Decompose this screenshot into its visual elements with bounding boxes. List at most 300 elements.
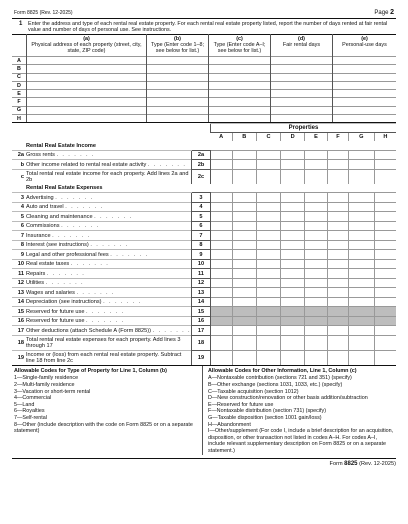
property-row: [12, 81, 396, 89]
amount-cell[interactable]: [210, 193, 232, 203]
properties-header-row: [12, 124, 396, 133]
info-code-cell[interactable]: [209, 90, 271, 98]
amount-cell: [374, 307, 396, 317]
amount-cell[interactable]: [327, 326, 348, 336]
amount-cell[interactable]: [305, 231, 328, 241]
amount-cell[interactable]: [327, 221, 348, 231]
amount-cell: [210, 316, 232, 326]
amount-cell[interactable]: [327, 278, 348, 288]
line-number: 15: [12, 307, 26, 317]
amount-cell[interactable]: [349, 150, 375, 160]
amount-cell[interactable]: [281, 150, 305, 160]
other-info-code: A—Nontaxable contribution (sections 721 and 351) (specify): [208, 375, 352, 382]
amount-cell[interactable]: [256, 150, 280, 160]
form-line-row: [12, 259, 396, 269]
amount-cell[interactable]: [256, 288, 280, 298]
line-box-label: 18: [191, 335, 210, 350]
amount-cell[interactable]: [256, 335, 280, 350]
type-code-cell[interactable]: [147, 57, 209, 65]
address-cell[interactable]: [27, 90, 147, 98]
line-box-label: 17: [191, 326, 210, 336]
amount-cell[interactable]: [256, 240, 280, 250]
property-type-code: 4—Commercial: [14, 395, 52, 402]
amount-cell: [349, 307, 375, 317]
info-code-cell[interactable]: [209, 81, 271, 89]
type-code-cell[interactable]: [147, 90, 209, 98]
amount-cell[interactable]: [374, 278, 396, 288]
form-line-row: [12, 350, 396, 365]
form-line-row: [12, 288, 396, 298]
amount-cell[interactable]: [210, 212, 232, 222]
other-info-code: B—Other exchange (sections 1031, 1033, etc.) (specify): [208, 382, 343, 389]
amount-cell[interactable]: [210, 150, 232, 160]
amount-cell[interactable]: [210, 221, 232, 231]
property-type-code: 8—Other (include description with the code on Form 8825 or on a separate statement): [14, 421, 193, 435]
amount-cell[interactable]: [256, 221, 280, 231]
amount-cell[interactable]: [327, 335, 348, 350]
row-letter: H: [12, 115, 27, 123]
amount-cell[interactable]: [256, 250, 280, 260]
amount-cell: [256, 316, 280, 326]
property-column-header: H: [374, 133, 396, 142]
info-code-cell[interactable]: [209, 106, 271, 114]
amount-cell[interactable]: [210, 259, 232, 269]
fair-rental-days-cell[interactable]: [271, 106, 333, 114]
personal-use-days-cell[interactable]: [333, 98, 397, 106]
fair-rental-days-cell[interactable]: [271, 90, 333, 98]
amount-cell[interactable]: [210, 269, 232, 279]
property-address-table: [12, 34, 396, 122]
amount-cell[interactable]: [232, 212, 256, 222]
amount-cell[interactable]: [232, 326, 256, 336]
line-box-label: 3: [191, 193, 210, 203]
property-row: [12, 90, 396, 98]
line-box-label: 19: [191, 350, 210, 365]
amount-cell[interactable]: [256, 231, 280, 241]
form-line-row: [12, 250, 396, 260]
amount-cell[interactable]: [349, 169, 375, 184]
line-box-label: 15: [191, 307, 210, 317]
personal-use-days-cell[interactable]: [333, 90, 397, 98]
line-number: 4: [12, 202, 26, 212]
amount-cell[interactable]: [305, 350, 328, 365]
property-type-code: 1—Single-family residence: [14, 375, 79, 382]
line-description: Income or (loss) from each rental real estate property. Subtract line 18 from line 2c: [26, 350, 191, 365]
property-column-header: B: [232, 133, 256, 142]
line-box-label: 10: [191, 259, 210, 269]
property-column-header: G: [349, 133, 375, 142]
amount-cell: [281, 316, 305, 326]
amount-cell[interactable]: [281, 335, 305, 350]
amount-cell[interactable]: [305, 160, 328, 170]
address-cell[interactable]: [27, 73, 147, 81]
amount-cell[interactable]: [374, 160, 396, 170]
amount-cell[interactable]: [374, 326, 396, 336]
type-code-cell[interactable]: [147, 73, 209, 81]
form-line-row: [12, 160, 396, 170]
amount-cell[interactable]: [374, 169, 396, 184]
address-cell[interactable]: [27, 106, 147, 114]
amount-cell[interactable]: [232, 269, 256, 279]
line-number: 6: [12, 221, 26, 231]
amount-cell[interactable]: [210, 169, 232, 184]
amount-cell[interactable]: [349, 193, 375, 203]
row-letter: D: [12, 81, 27, 89]
amount-cell[interactable]: [374, 221, 396, 231]
amount-cell[interactable]: [349, 297, 375, 307]
amount-cell[interactable]: [327, 259, 348, 269]
amount-cell[interactable]: [327, 169, 348, 184]
amount-cell[interactable]: [327, 160, 348, 170]
amount-cell[interactable]: [349, 231, 375, 241]
info-code-cell[interactable]: [209, 98, 271, 106]
property-row: [12, 115, 396, 123]
type-code-cell[interactable]: [147, 98, 209, 106]
line-number: 13: [12, 288, 26, 298]
amount-cell[interactable]: [349, 350, 375, 365]
other-info-codes-title: Allowable Codes for Other Information, Line 1, Column (c): [208, 367, 357, 374]
amount-cell[interactable]: [210, 240, 232, 250]
line-description: Other deductions (attach Schedule A (Form 8825)) . . . . . . .: [26, 327, 191, 334]
line-description: Reserved for future use . . . . . . .: [26, 307, 191, 317]
fair-rental-days-cell[interactable]: [271, 98, 333, 106]
row-letter: A: [12, 57, 27, 65]
line-box-label: 5: [191, 212, 210, 222]
line-number: 14: [12, 297, 26, 307]
line-box-label: 6: [191, 221, 210, 231]
line-box-label: 8: [191, 240, 210, 250]
fair-rental-days-cell[interactable]: [271, 65, 333, 73]
amount-cell[interactable]: [305, 193, 328, 203]
address-cell[interactable]: [27, 81, 147, 89]
personal-use-days-cell[interactable]: [333, 106, 397, 114]
form-line-row: [12, 269, 396, 279]
type-code-cell[interactable]: [147, 115, 209, 123]
line-description: Auto and travel . . . . . . .: [26, 202, 191, 212]
row-letter: B: [12, 65, 27, 73]
amount-cell[interactable]: [281, 288, 305, 298]
form-line-row: [12, 335, 396, 350]
form-line-row: [12, 202, 396, 212]
form-line-row: [12, 316, 396, 326]
amount-cell[interactable]: [327, 231, 348, 241]
row-letter: G: [12, 106, 27, 114]
property-columns-row: [12, 133, 396, 142]
amount-cell[interactable]: [210, 231, 232, 241]
amount-cell[interactable]: [256, 350, 280, 365]
line-description: Advertising . . . . . . .: [26, 193, 191, 203]
amount-cell[interactable]: [232, 278, 256, 288]
property-type-code: 7—Self-rental: [14, 415, 47, 422]
amount-cell[interactable]: [232, 231, 256, 241]
amount-cell[interactable]: [374, 193, 396, 203]
page-number-label: Page 2: [374, 9, 394, 16]
amount-cell[interactable]: [349, 160, 375, 170]
other-info-code: I—Other/supplement (For code I, include a brief description for an acquisition, disposition, or other transaction not listed in codes A–H. For codes A–I, include relevant supplementary description on Form 8825 or on a separate statement.): [208, 428, 394, 454]
address-cell[interactable]: [27, 98, 147, 106]
amount-cell[interactable]: [374, 335, 396, 350]
line-box-label: 12: [191, 278, 210, 288]
line-number: 16: [12, 316, 26, 326]
line-box-label: 16: [191, 316, 210, 326]
amount-cell[interactable]: [305, 259, 328, 269]
line-number: 10: [12, 259, 26, 269]
amount-cell[interactable]: [256, 278, 280, 288]
amount-cell[interactable]: [305, 269, 328, 279]
property-row: [12, 65, 396, 73]
amount-cell[interactable]: [374, 259, 396, 269]
personal-use-days-cell[interactable]: [333, 65, 397, 73]
amount-cell[interactable]: [305, 150, 328, 160]
amount-cell[interactable]: [256, 259, 280, 269]
personal-use-days-cell[interactable]: [333, 115, 397, 123]
amount-cell[interactable]: [349, 202, 375, 212]
info-code-cell[interactable]: [209, 73, 271, 81]
amount-cell[interactable]: [281, 326, 305, 336]
amount-cell[interactable]: [232, 193, 256, 203]
amount-cell[interactable]: [327, 350, 348, 365]
amount-cell[interactable]: [232, 150, 256, 160]
line-description: Total rental real estate expenses for each property. Add lines 3 through 17: [26, 335, 191, 350]
line-number: 5: [12, 212, 26, 222]
amount-cell[interactable]: [232, 169, 256, 184]
amount-cell[interactable]: [281, 160, 305, 170]
amount-cell[interactable]: [349, 335, 375, 350]
amount-cell[interactable]: [305, 335, 328, 350]
amount-cell[interactable]: [349, 278, 375, 288]
line-number: b: [12, 160, 26, 170]
address-cell[interactable]: [27, 57, 147, 65]
line-description: Cleaning and maintenance . . . . . . .: [26, 212, 191, 222]
amount-cell[interactable]: [256, 169, 280, 184]
info-code-cell[interactable]: [209, 57, 271, 65]
line-box-label: 9: [191, 250, 210, 260]
amount-cell[interactable]: [305, 250, 328, 260]
amount-cell[interactable]: [281, 350, 305, 365]
property-type-codes-title: Allowable Codes for Type of Property for Line 1, Column (b): [14, 367, 167, 374]
fair-rental-days-cell[interactable]: [271, 81, 333, 89]
other-info-code: H—Abandonment: [208, 421, 251, 428]
amount-cell[interactable]: [305, 221, 328, 231]
other-info-codes: [203, 366, 396, 455]
amount-cell[interactable]: [349, 288, 375, 298]
amount-cell[interactable]: [327, 193, 348, 203]
amount-cell[interactable]: [281, 269, 305, 279]
amount-cell[interactable]: [281, 212, 305, 222]
amount-cell[interactable]: [349, 250, 375, 260]
amount-cell[interactable]: [281, 250, 305, 260]
amount-cell[interactable]: [232, 288, 256, 298]
line-number: 8: [12, 240, 26, 250]
property-column-header: A: [210, 133, 232, 142]
line-description: Total rental real estate income for each property. Add lines 2a and 2b: [26, 169, 191, 184]
amount-cell[interactable]: [374, 288, 396, 298]
properties-table: [12, 123, 396, 365]
form-line-row: [12, 212, 396, 222]
personal-use-days-cell[interactable]: [333, 73, 397, 81]
amount-cell[interactable]: [327, 297, 348, 307]
amount-cell[interactable]: [374, 150, 396, 160]
amount-cell[interactable]: [232, 335, 256, 350]
personal-use-days-cell[interactable]: [333, 57, 397, 65]
amount-cell[interactable]: [305, 278, 328, 288]
line-number: 19: [12, 350, 26, 365]
amount-cell[interactable]: [256, 326, 280, 336]
amount-cell[interactable]: [232, 250, 256, 260]
line-number: 12: [12, 278, 26, 288]
property-column-header: D: [281, 133, 305, 142]
amount-cell[interactable]: [327, 212, 348, 222]
line-description: Commissions . . . . . . .: [26, 221, 191, 231]
amount-cell[interactable]: [305, 240, 328, 250]
amount-cell[interactable]: [281, 202, 305, 212]
amount-cell: [305, 316, 328, 326]
amount-cell[interactable]: [232, 297, 256, 307]
amount-cell[interactable]: [281, 259, 305, 269]
amount-cell[interactable]: [374, 269, 396, 279]
amount-cell[interactable]: [281, 231, 305, 241]
amount-cell[interactable]: [327, 202, 348, 212]
amount-cell[interactable]: [349, 326, 375, 336]
amount-cell[interactable]: [232, 259, 256, 269]
amount-cell[interactable]: [305, 202, 328, 212]
amount-cell[interactable]: [281, 240, 305, 250]
amount-cell[interactable]: [349, 269, 375, 279]
amount-cell[interactable]: [210, 297, 232, 307]
amount-cell[interactable]: [327, 250, 348, 260]
amount-cell[interactable]: [374, 297, 396, 307]
line-description: Gross rents . . . . . . .: [26, 150, 191, 160]
amount-cell: [232, 307, 256, 317]
address-cell[interactable]: [27, 115, 147, 123]
amount-cell[interactable]: [210, 250, 232, 260]
info-code-cell[interactable]: [209, 115, 271, 123]
form-line-row: [12, 193, 396, 203]
amount-cell[interactable]: [305, 169, 328, 184]
amount-cell[interactable]: [256, 202, 280, 212]
type-code-cell[interactable]: [147, 65, 209, 73]
amount-cell: [256, 307, 280, 317]
personal-use-days-cell[interactable]: [333, 81, 397, 89]
line-box-label: 4: [191, 202, 210, 212]
amount-cell[interactable]: [327, 150, 348, 160]
line-number: 7: [12, 231, 26, 241]
amount-cell[interactable]: [281, 297, 305, 307]
amount-cell[interactable]: [232, 350, 256, 365]
line-box-label: 7: [191, 231, 210, 241]
amount-cell[interactable]: [281, 169, 305, 184]
amount-cell[interactable]: [327, 288, 348, 298]
amount-cell[interactable]: [210, 202, 232, 212]
amount-cell: [327, 316, 348, 326]
amount-cell[interactable]: [210, 278, 232, 288]
amount-cell[interactable]: [210, 160, 232, 170]
amount-cell[interactable]: [327, 240, 348, 250]
type-code-cell[interactable]: [147, 81, 209, 89]
income-heading-row: [12, 141, 396, 150]
page-header: [12, 6, 396, 18]
row-letter: C: [12, 73, 27, 81]
amount-cell[interactable]: [232, 221, 256, 231]
fair-rental-days-cell[interactable]: [271, 57, 333, 65]
amount-cell[interactable]: [305, 326, 328, 336]
amount-cell[interactable]: [281, 221, 305, 231]
amount-cell[interactable]: [305, 297, 328, 307]
line-number: c: [12, 169, 26, 184]
expenses-heading: Rental Real Estate Expenses: [26, 185, 103, 192]
property-type-code: 2—Multi-family residence: [14, 382, 75, 389]
info-code-cell[interactable]: [209, 65, 271, 73]
property-column-header: F: [327, 133, 348, 142]
amount-cell[interactable]: [374, 240, 396, 250]
amount-cell[interactable]: [210, 350, 232, 365]
other-info-code: C—Taxable acquisition (section 1012): [208, 388, 299, 395]
amount-cell[interactable]: [210, 326, 232, 336]
amount-cell[interactable]: [281, 278, 305, 288]
col-c-header: (c) Type (Enter code A–I; see below for list.): [209, 35, 271, 57]
amount-cell[interactable]: [374, 350, 396, 365]
line-description: Other income related to rental real estate activity . . . . . . .: [26, 160, 191, 170]
col-b-header: (b) Type (Enter code 1–8; see below for list.): [147, 35, 209, 57]
amount-cell[interactable]: [256, 297, 280, 307]
amount-cell[interactable]: [305, 288, 328, 298]
amount-cell[interactable]: [210, 288, 232, 298]
amount-cell[interactable]: [374, 231, 396, 241]
amount-cell[interactable]: [232, 202, 256, 212]
property-column-header: C: [256, 133, 280, 142]
amount-cell[interactable]: [349, 240, 375, 250]
row-letter: F: [12, 98, 27, 106]
amount-cell[interactable]: [232, 240, 256, 250]
amount-cell[interactable]: [374, 212, 396, 222]
amount-cell: [210, 307, 232, 317]
property-row: [12, 57, 396, 65]
fair-rental-days-cell[interactable]: [271, 73, 333, 81]
form-line-row: [12, 240, 396, 250]
form-id: Form 8825 (Rev. 12-2025): [14, 10, 73, 16]
amount-cell[interactable]: [256, 269, 280, 279]
amount-cell[interactable]: [232, 160, 256, 170]
amount-cell[interactable]: [349, 212, 375, 222]
address-cell[interactable]: [27, 65, 147, 73]
amount-cell[interactable]: [374, 202, 396, 212]
amount-cell[interactable]: [256, 193, 280, 203]
amount-cell[interactable]: [327, 269, 348, 279]
amount-cell[interactable]: [374, 250, 396, 260]
amount-cell[interactable]: [210, 335, 232, 350]
amount-cell[interactable]: [256, 160, 280, 170]
col-e-header: (e) Personal-use days: [333, 35, 397, 57]
amount-cell[interactable]: [281, 193, 305, 203]
line-box-label: 2c: [191, 169, 210, 184]
amount-cell[interactable]: [349, 221, 375, 231]
amount-cell: [232, 316, 256, 326]
amount-cell: [327, 307, 348, 317]
amount-cell[interactable]: [349, 259, 375, 269]
row-letter: E: [12, 90, 27, 98]
table-header-row: [12, 35, 396, 57]
line-number: 3: [12, 193, 26, 203]
fair-rental-days-cell[interactable]: [271, 115, 333, 123]
section-1: [12, 19, 396, 34]
other-info-code: G—Taxable disposition (section 1001 gain/loss): [208, 415, 322, 422]
property-type-code: 3—Vacation or short-term rental: [14, 388, 91, 395]
amount-cell[interactable]: [256, 212, 280, 222]
amount-cell: [374, 316, 396, 326]
amount-cell[interactable]: [305, 212, 328, 222]
type-code-cell[interactable]: [147, 106, 209, 114]
property-type-code: 6—Royalties: [14, 408, 45, 415]
